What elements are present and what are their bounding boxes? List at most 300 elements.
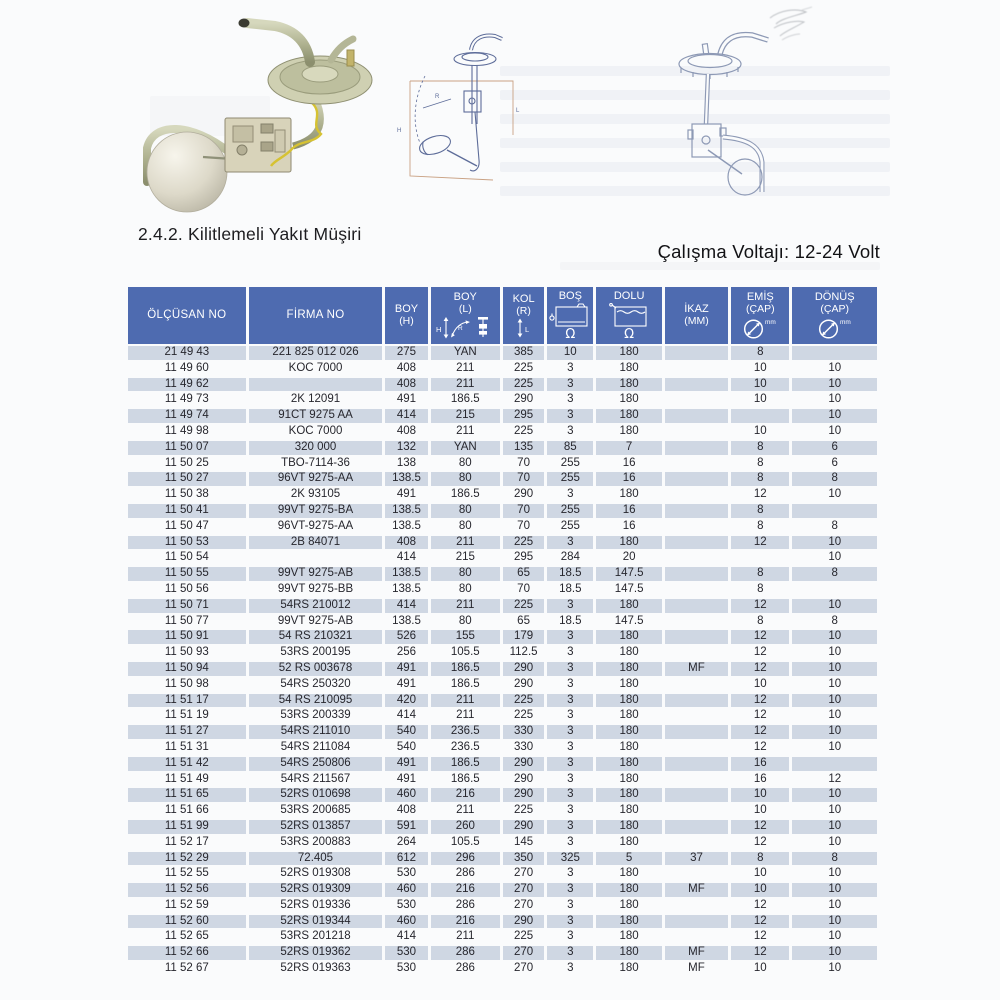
table-cell: 16 bbox=[731, 757, 789, 771]
table-cell: 72.405 bbox=[249, 852, 383, 866]
table-cell: 11 50 41 bbox=[128, 504, 246, 518]
table-cell: 12 bbox=[731, 662, 789, 676]
table-cell: 10 bbox=[753, 424, 767, 437]
table-cell: 10 bbox=[753, 677, 767, 690]
table-cell: 16 bbox=[596, 472, 661, 486]
table-row bbox=[128, 709, 877, 723]
table-cell bbox=[792, 757, 877, 771]
svg-text:H: H bbox=[436, 325, 442, 334]
table-cell: 255 bbox=[560, 519, 580, 532]
table-cell: 491 bbox=[385, 662, 427, 676]
table-cell: 3 bbox=[567, 867, 574, 880]
table-cell: 180 bbox=[619, 393, 639, 406]
table-cell: 80 bbox=[458, 614, 472, 627]
table-cell: 3 bbox=[547, 946, 593, 960]
table-cell: 591 bbox=[385, 820, 427, 834]
table-cell: 3 bbox=[567, 835, 574, 848]
table-cell: 270 bbox=[513, 898, 534, 911]
table-cell: 10 bbox=[792, 536, 877, 550]
table-cell: 11 52 66 bbox=[128, 946, 246, 960]
col-header-olcusan-no bbox=[128, 287, 246, 344]
table-cell: 408 bbox=[396, 804, 417, 817]
table-cell: 530 bbox=[396, 898, 417, 911]
table-cell: 180 bbox=[619, 677, 639, 690]
col-label: KOL bbox=[512, 292, 535, 305]
table-cell bbox=[665, 694, 728, 708]
table-cell: 11 50 93 bbox=[164, 646, 209, 659]
table-cell bbox=[665, 930, 728, 944]
table-cell: 2B 84071 bbox=[249, 536, 383, 550]
table-cell: 12 bbox=[731, 725, 789, 739]
pencil-smudge bbox=[752, 4, 822, 50]
table-cell: 3 bbox=[547, 788, 593, 802]
table-cell: 11 50 98 bbox=[164, 677, 209, 690]
table-cell: 12 bbox=[731, 946, 789, 960]
table-cell: 211 bbox=[431, 694, 500, 708]
table-row bbox=[128, 520, 877, 534]
table-cell bbox=[665, 599, 728, 613]
table-cell bbox=[665, 788, 728, 802]
table-cell: 264 bbox=[396, 835, 417, 848]
table-cell: 3 bbox=[547, 409, 593, 423]
table-cell: 10 bbox=[792, 915, 877, 929]
table-cell: 12 bbox=[731, 599, 789, 613]
table-cell: 186.5 bbox=[450, 677, 480, 690]
col-label: ÖLÇÜSAN NO bbox=[147, 309, 227, 321]
table-cell: 54RS 211567 bbox=[280, 772, 351, 785]
table-cell: 11 49 60 bbox=[164, 361, 209, 374]
table-cell: 180 bbox=[596, 409, 661, 423]
table-cell: 65 bbox=[517, 614, 530, 627]
svg-text:R: R bbox=[458, 325, 463, 332]
table-cell: 186.5 bbox=[431, 757, 500, 771]
table-cell: 225 bbox=[513, 361, 534, 374]
table-cell: 80 bbox=[431, 472, 500, 486]
diameter-icon bbox=[817, 316, 853, 339]
table-cell: 10 bbox=[753, 393, 767, 406]
table-cell: 180 bbox=[619, 804, 639, 817]
table-cell: 3 bbox=[567, 393, 574, 406]
table-cell: 11 50 91 bbox=[128, 630, 246, 644]
table-cell: 11 50 55 bbox=[128, 567, 246, 581]
table-cell: 211 bbox=[456, 804, 475, 817]
table-cell: 3 bbox=[547, 630, 593, 644]
col-sublabel: (L) bbox=[458, 303, 472, 315]
table-cell bbox=[665, 504, 728, 518]
table-cell: 460 bbox=[385, 788, 427, 802]
table-cell: 54RS 210012 bbox=[249, 599, 383, 613]
table-cell: 286 bbox=[431, 946, 500, 960]
table-cell: 54RS 250806 bbox=[249, 757, 383, 771]
table-cell: 180 bbox=[596, 757, 661, 771]
table-row bbox=[128, 488, 877, 502]
table-header-row bbox=[128, 287, 877, 344]
table-cell: 491 bbox=[396, 772, 417, 785]
table-cell: 180 bbox=[619, 424, 639, 437]
table-cell: 215 bbox=[431, 409, 500, 423]
table-cell bbox=[665, 899, 728, 913]
table-cell: 3 bbox=[567, 804, 574, 817]
table-cell: 12 bbox=[753, 898, 767, 911]
table-cell: 3 bbox=[547, 599, 593, 613]
table-cell: 11 52 55 bbox=[164, 867, 209, 880]
table-cell: 138.5 bbox=[392, 519, 421, 532]
table-cell: 12 bbox=[731, 820, 789, 834]
table-cell: 3 bbox=[567, 898, 574, 911]
table-row bbox=[128, 646, 877, 660]
table-cell: 12 bbox=[753, 709, 767, 722]
table-cell: 180 bbox=[619, 962, 639, 975]
col-header-bos bbox=[547, 287, 593, 344]
table-cell: 180 bbox=[619, 867, 639, 880]
fuel-sender-photo bbox=[125, 10, 410, 215]
table-cell: 225 bbox=[513, 424, 534, 437]
table-cell: 138.5 bbox=[385, 504, 427, 518]
table-cell: 8 bbox=[757, 614, 764, 627]
table-cell: 540 bbox=[385, 725, 427, 739]
table-cell: 290 bbox=[503, 915, 544, 929]
table-cell: 270 bbox=[503, 946, 544, 960]
table-cell: 3 bbox=[547, 915, 593, 929]
table-cell: 11 50 53 bbox=[128, 536, 246, 550]
table-cell bbox=[249, 551, 383, 565]
table-row bbox=[128, 915, 877, 929]
table-cell: 11 50 27 bbox=[128, 472, 246, 486]
table-cell: 180 bbox=[596, 378, 661, 392]
table-cell: 408 bbox=[385, 536, 427, 550]
table-cell bbox=[665, 520, 728, 534]
table-cell: 12 bbox=[753, 646, 767, 659]
table-cell: 11 51 66 bbox=[164, 804, 209, 817]
table-cell: 10 bbox=[792, 409, 877, 423]
table-cell: 70 bbox=[503, 504, 544, 518]
table-cell: 8 bbox=[792, 852, 877, 866]
table-cell: 180 bbox=[596, 346, 661, 360]
table-cell bbox=[665, 757, 728, 771]
table-cell: 320 000 bbox=[249, 441, 383, 455]
table-cell: 290 bbox=[513, 488, 534, 501]
table-cell: 11 52 60 bbox=[128, 915, 246, 929]
table-cell: 3 bbox=[547, 662, 593, 676]
table-cell: 10 bbox=[792, 630, 877, 644]
table-cell: 10 bbox=[828, 930, 842, 943]
table-body bbox=[128, 346, 877, 976]
table-cell: 186.5 bbox=[431, 662, 500, 676]
table-cell: 180 bbox=[619, 709, 639, 722]
table-cell: 8 bbox=[731, 504, 789, 518]
table-cell: 180 bbox=[596, 694, 661, 708]
table-cell: 10 bbox=[753, 962, 767, 975]
table-cell: 11 52 59 bbox=[164, 898, 209, 911]
table-cell: 225 bbox=[503, 536, 544, 550]
table-row bbox=[128, 741, 877, 755]
table-cell: MF bbox=[665, 662, 728, 676]
table-cell: 112.5 bbox=[509, 646, 538, 659]
table-cell: 10 bbox=[828, 709, 842, 722]
col-sublabel: (ÇAP) bbox=[746, 303, 775, 315]
table-cell: 54 RS 210095 bbox=[249, 694, 383, 708]
svg-text:R: R bbox=[435, 94, 440, 100]
table-cell bbox=[665, 915, 728, 929]
table-cell: 96VT-9275-AA bbox=[277, 519, 354, 532]
table-cell: 7 bbox=[596, 441, 661, 455]
table-cell: 211 bbox=[456, 709, 475, 722]
table-cell bbox=[665, 725, 728, 739]
ohm-symbol: Ω bbox=[624, 327, 635, 342]
table-cell: 10 bbox=[792, 378, 877, 392]
table-cell: 180 bbox=[596, 725, 661, 739]
table-cell: 11 50 71 bbox=[128, 599, 246, 613]
table-cell: 11 50 77 bbox=[164, 614, 209, 627]
table-cell bbox=[665, 393, 728, 407]
table-cell: 80 bbox=[458, 456, 472, 469]
table-cell: 2K 93105 bbox=[290, 488, 341, 501]
table-cell: 186.5 bbox=[450, 772, 480, 785]
table-cell: 295 bbox=[513, 551, 534, 564]
table-cell: 180 bbox=[619, 361, 639, 374]
table-cell: 260 bbox=[431, 820, 500, 834]
col-label: FİRMA NO bbox=[286, 309, 345, 321]
table-cell: 211 bbox=[456, 930, 475, 943]
table-row bbox=[128, 867, 877, 881]
table-cell: 155 bbox=[431, 630, 500, 644]
table-cell: 8 bbox=[731, 567, 789, 581]
table-cell: 91CT 9275 AA bbox=[249, 409, 383, 423]
table-row bbox=[128, 567, 877, 581]
table-cell: 3 bbox=[567, 709, 574, 722]
table-cell: 330 bbox=[503, 725, 544, 739]
table-cell: 11 50 94 bbox=[128, 662, 246, 676]
table-cell: 12 bbox=[731, 915, 789, 929]
table-cell: 12 bbox=[731, 694, 789, 708]
col-label: BOY bbox=[453, 291, 477, 303]
table-cell bbox=[665, 646, 728, 660]
table-cell: 290 bbox=[503, 757, 544, 771]
table-cell bbox=[665, 583, 728, 597]
table-row bbox=[128, 883, 877, 897]
table-cell: 211 bbox=[456, 424, 475, 437]
table-cell: 10 bbox=[731, 788, 789, 802]
table-cell: 180 bbox=[596, 946, 661, 960]
table-cell: 11 50 56 bbox=[164, 582, 209, 595]
table-cell: KOC 7000 bbox=[288, 361, 343, 374]
table-cell: 3 bbox=[567, 361, 574, 374]
table-cell: 99VT 9275-BB bbox=[277, 582, 354, 595]
table-cell: 20 bbox=[622, 551, 636, 564]
table-cell: 11 49 74 bbox=[128, 409, 246, 423]
table-cell: 225 bbox=[503, 694, 544, 708]
table-cell: 11 50 47 bbox=[164, 519, 209, 532]
svg-text:mm: mm bbox=[839, 319, 851, 326]
table-row bbox=[128, 583, 877, 597]
fuel-sender-dimension-drawing bbox=[395, 28, 535, 193]
table-cell bbox=[665, 378, 728, 392]
table-cell: 3 bbox=[547, 694, 593, 708]
table-cell bbox=[731, 551, 789, 565]
table-cell: 16 bbox=[622, 519, 636, 532]
table-cell: 530 bbox=[396, 867, 417, 880]
col-label: BOŞ bbox=[558, 290, 582, 302]
table-cell: 70 bbox=[503, 472, 544, 486]
col-header-boy-h bbox=[385, 287, 427, 344]
table-cell: 180 bbox=[596, 915, 661, 929]
table-cell bbox=[665, 441, 728, 455]
table-cell: 8 bbox=[792, 472, 877, 486]
table-cell: 52RS 019363 bbox=[280, 962, 351, 975]
table-cell: 65 bbox=[503, 567, 544, 581]
table-cell: MF bbox=[665, 946, 728, 960]
table-cell: 10 bbox=[792, 883, 877, 897]
col-header-firma-no bbox=[249, 287, 383, 344]
table-cell bbox=[665, 567, 728, 581]
table-cell: 225 bbox=[503, 599, 544, 613]
table-cell: 10 bbox=[828, 488, 842, 501]
table-cell: 290 bbox=[513, 772, 534, 785]
table-cell: 8 bbox=[757, 456, 764, 469]
table-cell: 11 52 65 bbox=[164, 930, 209, 943]
table-cell: 286 bbox=[455, 867, 475, 880]
table-row bbox=[128, 788, 877, 802]
table-cell: 12 bbox=[753, 488, 767, 501]
table-cell: 52RS 019344 bbox=[249, 915, 383, 929]
table-row bbox=[128, 899, 877, 913]
table-row bbox=[128, 804, 877, 818]
table-cell: YAN bbox=[431, 346, 500, 360]
table-cell: 236.5 bbox=[450, 740, 480, 753]
table-cell: 8 bbox=[731, 441, 789, 455]
table-cell: 3 bbox=[567, 962, 574, 975]
table-cell: 180 bbox=[619, 488, 639, 501]
table-cell: 11 50 38 bbox=[164, 488, 209, 501]
table-cell: 179 bbox=[503, 630, 544, 644]
table-row bbox=[128, 773, 877, 787]
table-cell: 270 bbox=[513, 867, 534, 880]
table-cell: 180 bbox=[619, 740, 639, 753]
table-cell: 70 bbox=[517, 519, 530, 532]
table-cell: 11 51 17 bbox=[128, 694, 246, 708]
table-cell: 180 bbox=[619, 898, 639, 911]
table-cell: 414 bbox=[385, 409, 427, 423]
table-cell: 180 bbox=[596, 788, 661, 802]
table-cell: 211 bbox=[431, 599, 500, 613]
table-cell bbox=[665, 346, 728, 360]
table-cell: 225 bbox=[513, 930, 534, 943]
table-cell: 3 bbox=[547, 757, 593, 771]
table-cell: 11 52 17 bbox=[164, 835, 209, 848]
col-label: EMİŞ bbox=[746, 291, 774, 303]
col-header-boy-l bbox=[431, 287, 500, 344]
table-cell: 147.5 bbox=[596, 567, 661, 581]
height-radius-diagram-icon bbox=[436, 316, 494, 339]
table-cell: 147.5 bbox=[614, 582, 644, 595]
table-cell: 11 51 65 bbox=[128, 788, 246, 802]
table-cell: 80 bbox=[458, 582, 472, 595]
table-cell: 11 49 73 bbox=[164, 393, 209, 406]
table-cell: 10 bbox=[792, 946, 877, 960]
product-table bbox=[125, 285, 880, 978]
table-cell: TBO-7114-36 bbox=[281, 456, 350, 469]
table-cell: 325 bbox=[547, 852, 593, 866]
table-cell: 290 bbox=[513, 677, 534, 690]
table-cell bbox=[665, 472, 728, 486]
table-cell: 180 bbox=[619, 646, 639, 659]
table-cell: 6 bbox=[831, 456, 838, 469]
table-cell: 80 bbox=[431, 567, 500, 581]
table-cell: 255 bbox=[547, 472, 593, 486]
table-cell: 11 51 31 bbox=[164, 740, 209, 753]
table-cell: 211 bbox=[431, 378, 500, 392]
table-cell: 12 bbox=[731, 536, 789, 550]
svg-text:L: L bbox=[516, 108, 520, 114]
col-header-emis bbox=[731, 287, 789, 344]
table-row bbox=[128, 425, 877, 439]
table-cell: 8 bbox=[792, 567, 877, 581]
table-cell: 385 bbox=[503, 346, 544, 360]
table-cell: 54 RS 210321 bbox=[249, 630, 383, 644]
table-cell bbox=[665, 425, 728, 439]
table-cell: 460 bbox=[385, 883, 427, 897]
table-cell: 10 bbox=[828, 835, 842, 848]
table-cell: 16 bbox=[596, 504, 661, 518]
table-cell: 211 bbox=[431, 536, 500, 550]
table-cell: 10 bbox=[792, 820, 877, 834]
table-cell: 10 bbox=[731, 378, 789, 392]
table-cell: 70 bbox=[517, 456, 530, 469]
table-cell: 180 bbox=[596, 630, 661, 644]
section-title: 2.4.2. Kilitlemeli Yakıt Müşiri bbox=[138, 224, 362, 244]
col-sublabel: (H) bbox=[399, 315, 414, 327]
table-cell bbox=[665, 536, 728, 550]
col-label: BOY bbox=[394, 303, 419, 315]
table-cell: 18.5 bbox=[559, 614, 582, 627]
table-cell: 11 51 19 bbox=[164, 709, 209, 722]
table-cell bbox=[665, 867, 728, 881]
table-cell: 256 bbox=[396, 646, 417, 659]
table-cell: 52RS 019336 bbox=[280, 898, 351, 911]
table-cell: 284 bbox=[560, 551, 580, 564]
table-cell: 99VT 9275-BA bbox=[249, 504, 383, 518]
table-cell: 5 bbox=[596, 852, 661, 866]
table-cell: 53RS 200195 bbox=[280, 646, 351, 659]
table-cell: 530 bbox=[396, 962, 417, 975]
table-cell bbox=[792, 504, 877, 518]
table-row bbox=[128, 472, 877, 486]
table-cell: 99VT 9275-AB bbox=[249, 567, 383, 581]
table-cell: 414 bbox=[396, 930, 417, 943]
table-cell: 11 49 62 bbox=[128, 378, 246, 392]
table-cell: 10 bbox=[828, 962, 842, 975]
table-cell: 491 bbox=[396, 677, 417, 690]
table-cell: 52 RS 003678 bbox=[249, 662, 383, 676]
table-cell: 330 bbox=[513, 740, 534, 753]
table-cell: 216 bbox=[431, 883, 500, 897]
table-cell: 180 bbox=[596, 820, 661, 834]
col-header-kol-r bbox=[503, 287, 544, 344]
table-cell: 211 bbox=[456, 361, 475, 374]
table-cell: 8 bbox=[731, 346, 789, 360]
table-cell: 53RS 200339 bbox=[280, 709, 351, 722]
table-cell bbox=[249, 378, 383, 392]
table-cell: YAN bbox=[431, 441, 500, 455]
table-cell: 70 bbox=[517, 582, 530, 595]
table-cell: 540 bbox=[396, 740, 417, 753]
table-cell: 491 bbox=[396, 393, 417, 406]
table-cell: 180 bbox=[596, 662, 661, 676]
table-cell: 138 bbox=[396, 456, 417, 469]
table-cell: 221 825 012 026 bbox=[249, 346, 383, 360]
table-cell bbox=[665, 409, 728, 423]
table-cell: 11 52 67 bbox=[164, 962, 209, 975]
